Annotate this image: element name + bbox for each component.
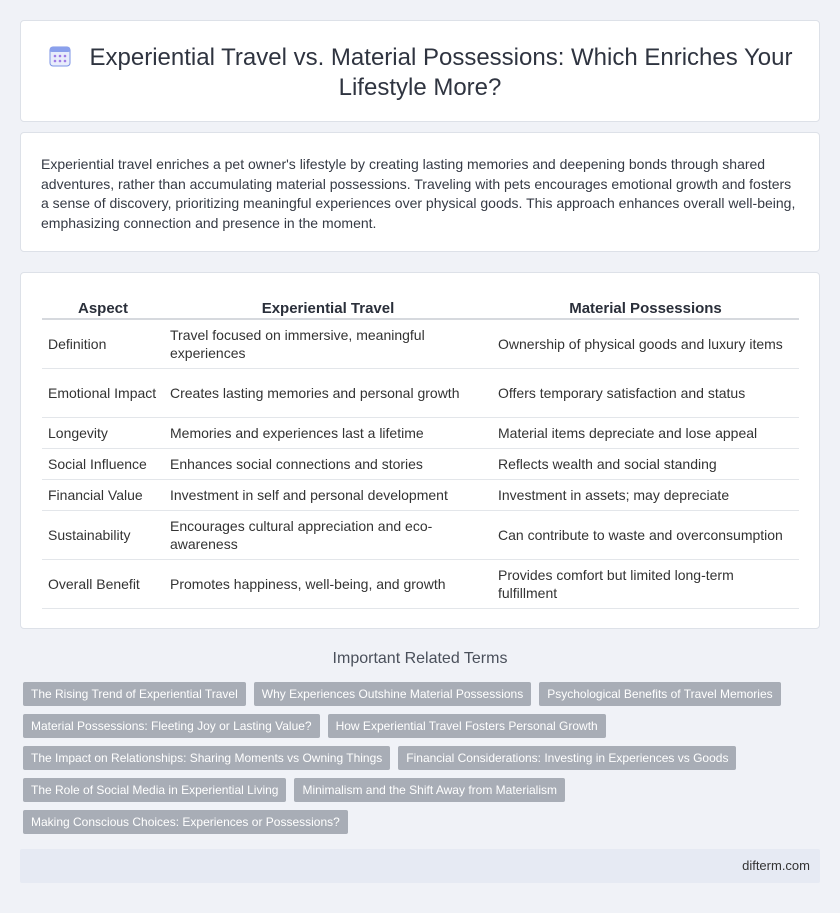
cell-aspect: Definition — [42, 320, 164, 369]
cell-material: Investment in assets; may depreciate — [492, 480, 799, 511]
related-terms-title: Important Related Terms — [332, 650, 508, 667]
table-row — [42, 480, 799, 511]
related-term-tag[interactable]: The Role of Social Media in Experiential Living — [23, 778, 286, 802]
related-term-tag[interactable]: Why Experiences Outshine Material Possessions — [254, 682, 531, 706]
cell-material: Reflects wealth and social standing — [492, 449, 799, 480]
cell-aspect: Social Influence — [42, 449, 164, 480]
table-row — [42, 320, 799, 369]
table-row — [42, 369, 799, 418]
intro-card — [20, 132, 820, 252]
related-term-tag[interactable]: Making Conscious Choices: Experiences or Possessions? — [23, 810, 348, 834]
header-card — [20, 20, 820, 122]
cell-aspect: Overall Benefit — [42, 560, 164, 609]
table-row — [42, 560, 799, 609]
cell-experiential: Promotes happiness, well-being, and growth — [164, 560, 492, 609]
comparison-table — [42, 295, 799, 609]
cell-experiential: Memories and experiences last a lifetime — [164, 418, 492, 449]
related-term-tag[interactable]: Psychological Benefits of Travel Memories — [539, 682, 780, 706]
cell-material: Material items depreciate and lose appeal — [492, 418, 799, 449]
comparison-card — [20, 272, 820, 629]
cell-experiential: Encourages cultural appreciation and eco-awareness — [164, 511, 492, 560]
related-term-tag[interactable]: The Rising Trend of Experiential Travel — [23, 682, 246, 706]
related-term-tag[interactable]: The Impact on Relationships: Sharing Moments vs Owning Things — [23, 746, 390, 770]
footer-site-link[interactable]: difterm.com — [742, 858, 810, 873]
cell-experiential: Creates lasting memories and personal growth — [164, 369, 492, 418]
footer — [20, 849, 820, 883]
intro-text: Experiential travel enriches a pet owner's lifestyle by creating lasting memories and deepening bonds through shared adventures, rather than accumulating material possessions. Traveling with pets encourages emotional growth and fosters a sense of discovery, prioritizing meaningful experiences over physical goods. This approach enhances overall well-being, emphasizing connection and presence in the moment. — [41, 156, 796, 231]
calendar-icon — [48, 44, 72, 68]
cell-aspect: Sustainability — [42, 511, 164, 560]
header-experiential: Experiential Travel — [164, 295, 492, 320]
cell-experiential: Travel focused on immersive, meaningful experiences — [164, 320, 492, 369]
related-term-tag[interactable]: How Experiential Travel Fosters Personal Growth — [328, 714, 606, 738]
page-title — [21, 43, 819, 103]
header-material: Material Possessions — [492, 295, 799, 320]
cell-material: Ownership of physical goods and luxury items — [492, 320, 799, 369]
cell-material: Provides comfort but limited long-term fulfillment — [492, 560, 799, 609]
title-text: Experiential Travel vs. Material Possessions: Which Enriches Your Lifestyle More? — [89, 44, 793, 101]
cell-material: Can contribute to waste and overconsumption — [492, 511, 799, 560]
table-row — [42, 418, 799, 449]
related-term-tag[interactable]: Material Possessions: Fleeting Joy or Lasting Value? — [23, 714, 320, 738]
cell-aspect: Financial Value — [42, 480, 164, 511]
related-terms-list — [23, 682, 803, 842]
cell-aspect: Longevity — [42, 418, 164, 449]
cell-material: Offers temporary satisfaction and status — [492, 369, 799, 418]
cell-experiential: Enhances social connections and stories — [164, 449, 492, 480]
table-header-row — [42, 295, 799, 320]
header-aspect: Aspect — [42, 295, 164, 320]
related-term-tag[interactable]: Minimalism and the Shift Away from Materialism — [294, 778, 565, 802]
table-row — [42, 449, 799, 480]
related-term-tag[interactable]: Financial Considerations: Investing in Experiences vs Goods — [398, 746, 736, 770]
cell-aspect: Emotional Impact — [42, 369, 164, 418]
table-row — [42, 511, 799, 560]
cell-experiential: Investment in self and personal development — [164, 480, 492, 511]
